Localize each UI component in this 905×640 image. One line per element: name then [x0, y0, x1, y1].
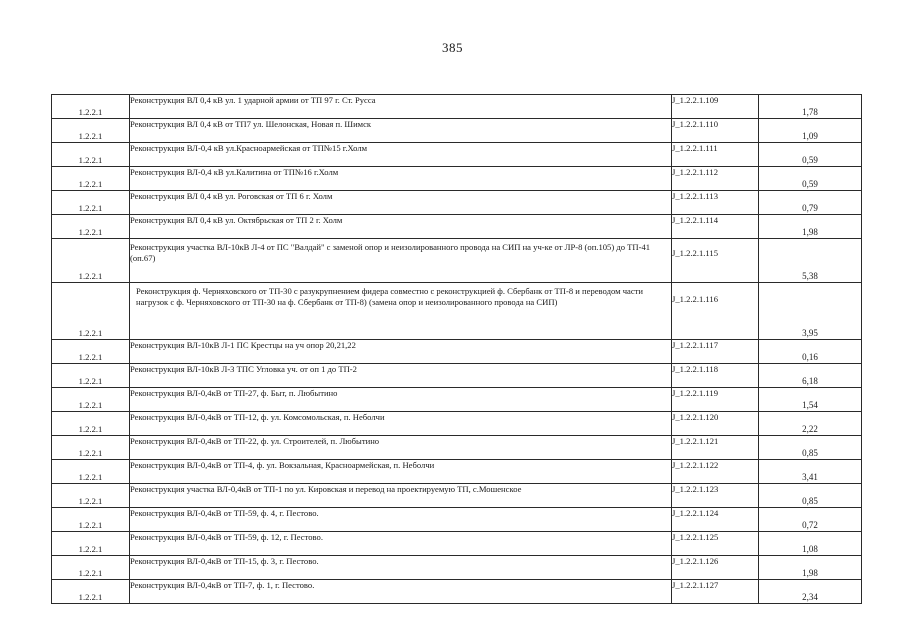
- row-description-cell: Реконструкция ВЛ-0,4кВ от ТП-4, ф. ул. Вокзальная, Красноармейская, п. Неболчи: [130, 460, 672, 484]
- table-row: [52, 95, 862, 119]
- table-row: [52, 215, 862, 239]
- row-identifier-cell: J_1.2.2.1.125: [672, 532, 759, 556]
- row-description-cell: Реконструкция ВЛ-0,4кВ от ТП-7, ф. 1, г. Пестово.: [130, 580, 672, 604]
- row-description-cell: Реконструкция ВЛ-10кВ Л-1 ПС Крестцы на уч опор 20,21,22: [130, 340, 672, 364]
- row-code-cell: 1.2.2.1: [52, 215, 130, 239]
- row-description-cell: Реконструкция ВЛ-0,4кВ от ТП-59, ф. 12, г. Пестово.: [130, 532, 672, 556]
- page-number: 385: [442, 40, 463, 55]
- row-identifier-cell: J_1.2.2.1.114: [672, 215, 759, 239]
- row-value-cell: 0,85: [759, 484, 862, 508]
- row-identifier-cell: J_1.2.2.1.121: [672, 436, 759, 460]
- row-value-cell: 1,98: [759, 556, 862, 580]
- row-description-cell: Реконструкция ВЛ-0,4кВ от ТП-59, ф. 4, г. Пестово.: [130, 508, 672, 532]
- table-row: [52, 436, 862, 460]
- row-code-cell: 1.2.2.1: [52, 191, 130, 215]
- row-code-cell: 1.2.2.1: [52, 340, 130, 364]
- row-code-cell: 1.2.2.1: [52, 364, 130, 388]
- table-row: [52, 283, 862, 340]
- row-description-cell: Реконструкция ВЛ-0,4 кВ ул.Красноармейская от ТП№15 г.Холм: [130, 143, 672, 167]
- row-value-cell: 2,22: [759, 412, 862, 436]
- row-code-cell: 1.2.2.1: [52, 388, 130, 412]
- table-row: [52, 556, 862, 580]
- row-code-cell: 1.2.2.1: [52, 143, 130, 167]
- table-row: [52, 532, 862, 556]
- row-code-cell: 1.2.2.1: [52, 484, 130, 508]
- row-description-cell: Реконструкция ВЛ-0,4кВ от ТП-15, ф. 3, г. Пестово.: [130, 556, 672, 580]
- table-row: [52, 167, 862, 191]
- row-code-cell: 1.2.2.1: [52, 283, 130, 340]
- row-value-cell: 6,18: [759, 364, 862, 388]
- table-row: [52, 191, 862, 215]
- row-value-cell: 1,09: [759, 119, 862, 143]
- row-description-cell: Реконструкция ВЛ-0,4кВ от ТП-22, ф. ул. Строителей, п. Любытино: [130, 436, 672, 460]
- table-row: [52, 143, 862, 167]
- row-value-cell: 5,38: [759, 239, 862, 283]
- table-row: [52, 239, 862, 283]
- row-code-cell: 1.2.2.1: [52, 580, 130, 604]
- row-description-cell: Реконструкция участка ВЛ-0,4кВ от ТП-1 по ул. Кировская и перевод на проектируемую ТП, с.Мошенское: [130, 484, 672, 508]
- row-code-cell: 1.2.2.1: [52, 119, 130, 143]
- row-identifier-cell: J_1.2.2.1.113: [672, 191, 759, 215]
- row-identifier-cell: J_1.2.2.1.109: [672, 95, 759, 119]
- row-value-cell: 0,85: [759, 436, 862, 460]
- row-description-cell: Реконструкция ВЛ 0,4 кВ ул. Роговская от ТП 6 г. Холм: [130, 191, 672, 215]
- row-identifier-cell: J_1.2.2.1.119: [672, 388, 759, 412]
- row-code-cell: 1.2.2.1: [52, 532, 130, 556]
- row-identifier-cell: J_1.2.2.1.120: [672, 412, 759, 436]
- row-value-cell: 0,79: [759, 191, 862, 215]
- row-value-cell: 0,16: [759, 340, 862, 364]
- table-body: [52, 95, 862, 604]
- row-description-cell: Реконструкция ВЛ 0,4 кВ ул. Октябрьская от ТП 2 г. Холм: [130, 215, 672, 239]
- row-value-cell: 1,54: [759, 388, 862, 412]
- row-identifier-cell: J_1.2.2.1.124: [672, 508, 759, 532]
- row-value-cell: 1,78: [759, 95, 862, 119]
- project-table: [51, 94, 862, 604]
- row-code-cell: 1.2.2.1: [52, 460, 130, 484]
- table-row: [52, 340, 862, 364]
- row-identifier-cell: J_1.2.2.1.111: [672, 143, 759, 167]
- row-value-cell: 0,59: [759, 167, 862, 191]
- row-description-cell: Реконструкция ВЛ-10кВ Л-3 ТПС Угловка уч. от оп 1 до ТП-2: [130, 364, 672, 388]
- row-identifier-cell: J_1.2.2.1.118: [672, 364, 759, 388]
- row-identifier-cell: J_1.2.2.1.117: [672, 340, 759, 364]
- row-code-cell: 1.2.2.1: [52, 508, 130, 532]
- table-row: [52, 484, 862, 508]
- row-description-cell: Реконструкция ВЛ 0,4 кВ ул. 1 ударной армии от ТП 97 г. Ст. Русса: [130, 95, 672, 119]
- table-row: [52, 388, 862, 412]
- row-identifier-cell: J_1.2.2.1.122: [672, 460, 759, 484]
- row-description-cell: Реконструкция ВЛ-0,4кВ от ТП-27, ф. Быт, п. Любытино: [130, 388, 672, 412]
- row-identifier-cell: J_1.2.2.1.116: [672, 283, 759, 340]
- row-code-cell: 1.2.2.1: [52, 556, 130, 580]
- row-value-cell: 3,41: [759, 460, 862, 484]
- row-identifier-cell: J_1.2.2.1.110: [672, 119, 759, 143]
- row-description-cell: Реконструкция ВЛ-0,4кВ от ТП-12, ф. ул. Комсомольская, п. Неболчи: [130, 412, 672, 436]
- row-code-cell: 1.2.2.1: [52, 412, 130, 436]
- row-value-cell: 2,34: [759, 580, 862, 604]
- row-identifier-cell: J_1.2.2.1.126: [672, 556, 759, 580]
- row-identifier-cell: J_1.2.2.1.115: [672, 239, 759, 283]
- row-identifier-cell: J_1.2.2.1.123: [672, 484, 759, 508]
- row-description-cell: Реконструкция ф. Черняховского от ТП-30 с разукрупнением фидера совместно с реконструкцией ф. Сбербанк от ТП-8 и переводом части нагрузок с ф. Черняховского от ТП-30 на ф. Сбербанк от ТП-8) (замена опор и неизолированного провода на СИП): [130, 283, 672, 340]
- row-code-cell: 1.2.2.1: [52, 95, 130, 119]
- row-value-cell: 0,72: [759, 508, 862, 532]
- row-value-cell: 0,59: [759, 143, 862, 167]
- row-code-cell: 1.2.2.1: [52, 436, 130, 460]
- table-row: [52, 119, 862, 143]
- table-row: [52, 460, 862, 484]
- table-row: [52, 412, 862, 436]
- row-value-cell: 1,08: [759, 532, 862, 556]
- row-value-cell: 3,95: [759, 283, 862, 340]
- row-description-cell: Реконструкция участка ВЛ-10кВ Л-4 от ПС "Валдай" с заменой опор и неизолированного провода на СИП на уч-ке от ЛР-8 (оп.105) до ТП-41 (оп.67): [130, 239, 672, 283]
- table-row: [52, 508, 862, 532]
- table-row: [52, 364, 862, 388]
- row-code-cell: 1.2.2.1: [52, 167, 130, 191]
- row-value-cell: 1,98: [759, 215, 862, 239]
- row-identifier-cell: J_1.2.2.1.112: [672, 167, 759, 191]
- row-description-cell: Реконструкция ВЛ 0,4 кВ от ТП7 ул. Шелонская, Новая п. Шимск: [130, 119, 672, 143]
- table-row: [52, 580, 862, 604]
- row-identifier-cell: J_1.2.2.1.127: [672, 580, 759, 604]
- row-description-cell: Реконструкция ВЛ-0,4 кВ ул.Калитина от ТП№16 г.Холм: [130, 167, 672, 191]
- row-code-cell: 1.2.2.1: [52, 239, 130, 283]
